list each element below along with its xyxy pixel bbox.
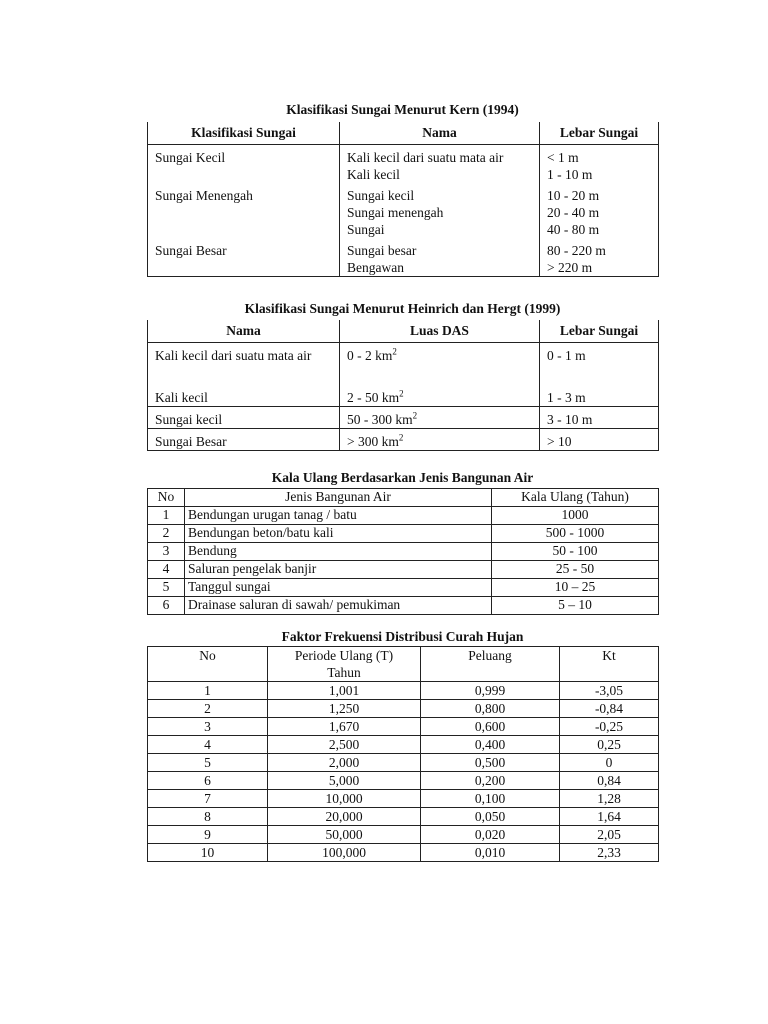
table-row [148,682,659,700]
kala-ulang-header-no: No [148,489,185,507]
cell-no: 5 [148,754,268,772]
cell-text: Sungai kecil [347,188,415,203]
table-row [148,429,659,451]
cell-kala: 500 - 1000 [492,525,659,543]
cell-kt: 0 [560,754,659,772]
header-text: Periode Ulang (T) [294,648,394,663]
heinrich-header-nama: Nama [148,320,340,343]
cell-text: Sungai [347,222,385,237]
cell-text: 0 - 2 [347,348,376,363]
cell-peluang: 0,600 [421,718,560,736]
cell-periode: 1,001 [268,682,421,700]
cell-text: 80 - 220 m [547,243,606,258]
cell-periode: 100,000 [268,844,421,862]
kern-header-lebar: Lebar Sungai [540,122,659,145]
faktor-header-periode [268,647,421,682]
cell-text: 20 - 40 m [547,205,600,220]
cell-kala: 25 - 50 [492,561,659,579]
kern-klasifikasi-cell [148,238,340,277]
cell-peluang: 0,010 [421,844,560,862]
cell-peluang: 0,200 [421,772,560,790]
cell-no: 7 [148,790,268,808]
cell-periode: 1,670 [268,718,421,736]
kern-lebar-cell [540,145,659,184]
faktor-table [147,646,659,862]
area-unit: km [381,434,399,449]
heinrich-table [147,320,659,451]
kern-lebar-cell [540,238,659,277]
cell-kt: -0,25 [560,718,659,736]
table-row [148,238,659,277]
faktor-table-title: Faktor Frekuensi Distribusi Curah Hujan [281,629,524,644]
cell-jenis: Saluran pengelak banjir [185,561,492,579]
table-row [148,579,659,597]
cell-kala: 5 – 10 [492,597,659,615]
kern-table-title: Klasifikasi Sungai Menurut Kern (1994) [286,102,519,117]
faktor-header-row [148,647,659,682]
area-exponent: 2 [412,410,418,421]
table-row [148,525,659,543]
table-row [148,790,659,808]
area-exponent: 2 [392,346,397,357]
cell-kt: -0,84 [560,700,659,718]
heinrich-lebar-cell: > 10 [547,434,572,449]
cell-no: 3 [148,543,185,561]
cell-jenis: Bendungan beton/batu kali [185,525,492,543]
cell-jenis: Drainase saluran di sawah/ pemukiman [185,597,492,615]
cell-peluang: 0,050 [421,808,560,826]
cell-text: Sungai Besar [155,243,227,258]
table-row [148,561,659,579]
cell-kt: -3,05 [560,682,659,700]
cell-text: Kali kecil [347,167,400,182]
kern-lebar-cell [540,183,659,238]
cell-periode: 20,000 [268,808,421,826]
cell-periode: 2,500 [268,736,421,754]
cell-kala: 10 – 25 [492,579,659,597]
faktor-header-kt: Kt [560,647,659,682]
cell-no: 1 [148,507,185,525]
cell-no: 1 [148,682,268,700]
cell-text: Sungai besar [347,243,417,258]
cell-peluang: 0,100 [421,790,560,808]
heinrich-nama-cell: Kali kecil [148,385,340,407]
cell-kt: 2,33 [560,844,659,862]
cell-kt: 2,05 [560,826,659,844]
cell-no: 5 [148,579,185,597]
table-row [148,407,659,429]
cell-text: 40 - 80 m [547,222,600,237]
kern-table [147,122,659,277]
heinrich-luas-cell [340,407,540,429]
cell-no: 4 [148,736,268,754]
cell-text: Sungai Kecil [155,150,226,165]
table-row [148,844,659,862]
table-row [148,772,659,790]
cell-peluang: 0,020 [421,826,560,844]
table-row [148,507,659,525]
cell-no: 2 [148,525,185,543]
area-exponent: 2 [399,388,404,399]
cell-text: > 220 m [547,260,593,275]
kala-ulang-header-row [148,489,659,507]
faktor-header-peluang: Peluang [421,647,560,682]
cell-no: 10 [148,844,268,862]
table-row [148,597,659,615]
cell-text: 2 - 50 [347,390,382,405]
cell-no: 6 [148,772,268,790]
kala-ulang-header-jenis: Jenis Bangunan Air [185,489,492,507]
table-row [148,808,659,826]
cell-periode: 10,000 [268,790,421,808]
cell-no: 3 [148,718,268,736]
cell-text: < 1 m [547,150,579,165]
cell-text: Bengawan [347,260,404,275]
table-row [148,736,659,754]
cell-no: 8 [148,808,268,826]
cell-kala: 1000 [492,507,659,525]
heinrich-lebar-cell: 1 - 3 m [540,385,659,407]
kala-ulang-header-kala: Kala Ulang (Tahun) [492,489,659,507]
cell-no: 4 [148,561,185,579]
table-row [148,826,659,844]
cell-kt: 0,25 [560,736,659,754]
cell-no: 6 [148,597,185,615]
header-text: Tahun [327,665,361,680]
kern-klasifikasi-cell [148,145,340,184]
faktor-header-no: No [148,647,268,682]
area-unit: km [381,390,400,405]
heinrich-luas-cell [340,385,540,407]
heinrich-nama-cell: Sungai kecil [148,407,340,429]
kala-ulang-table [147,488,659,615]
cell-text: 10 - 20 m [547,188,600,203]
cell-jenis: Bendung [185,543,492,561]
table-row [148,145,659,184]
heinrich-header-row [148,320,659,343]
heinrich-table-title: Klasifikasi Sungai Menurut Heinrich dan Hergt (1999) [244,301,561,316]
cell-jenis: Bendungan urugan tanag / batu [185,507,492,525]
heinrich-lebar-cell: 3 - 10 m [540,407,659,429]
cell-kt: 1,28 [560,790,659,808]
table-row [148,700,659,718]
heinrich-header-lebar: Lebar Sungai [540,320,659,343]
cell-jenis: Tanggul sungai [185,579,492,597]
kern-nama-cell [340,145,540,184]
kern-header-nama: Nama [340,122,540,145]
cell-periode: 5,000 [268,772,421,790]
table-row [148,183,659,238]
cell-kt: 1,64 [560,808,659,826]
cell-periode: 50,000 [268,826,421,844]
cell-text: 1 - 10 m [547,167,593,182]
table-row [148,543,659,561]
cell-text: 50 - 300 [347,412,396,427]
heinrich-luas-cell [340,429,540,451]
cell-peluang: 0,400 [421,736,560,754]
cell-periode: 1,250 [268,700,421,718]
area-unit: km [395,412,413,427]
cell-periode: 2,000 [268,754,421,772]
kern-nama-cell [340,238,540,277]
cell-text: Sungai menengah [347,205,444,220]
table-row [148,718,659,736]
area-unit: km [375,348,393,363]
cell-peluang: 0,800 [421,700,560,718]
heinrich-luas-cell [340,343,540,386]
cell-peluang: 0,999 [421,682,560,700]
heinrich-nama-cell: Sungai Besar [148,429,340,451]
cell-kala: 50 - 100 [492,543,659,561]
table-row [148,343,659,386]
table-row [148,385,659,407]
heinrich-nama-cell: Kali kecil dari suatu mata air [148,343,340,386]
kern-header-klasifikasi: Klasifikasi Sungai [148,122,340,145]
kala-ulang-table-title: Kala Ulang Berdasarkan Jenis Bangunan Air [271,470,534,485]
kern-klasifikasi-cell [148,183,340,238]
cell-kt: 0,84 [560,772,659,790]
cell-text: Kali kecil dari suatu mata air [347,150,504,165]
faktor-body [148,682,659,862]
cell-text: Sungai Menengah [155,188,253,203]
kern-header-row [148,122,659,145]
heinrich-lebar-cell: 0 - 1 m [547,348,586,363]
table-row [148,754,659,772]
cell-no: 2 [148,700,268,718]
area-exponent: 2 [398,432,404,443]
kern-nama-cell [340,183,540,238]
cell-text: > 300 [347,434,382,449]
cell-peluang: 0,500 [421,754,560,772]
heinrich-header-luas: Luas DAS [340,320,540,343]
cell-no: 9 [148,826,268,844]
